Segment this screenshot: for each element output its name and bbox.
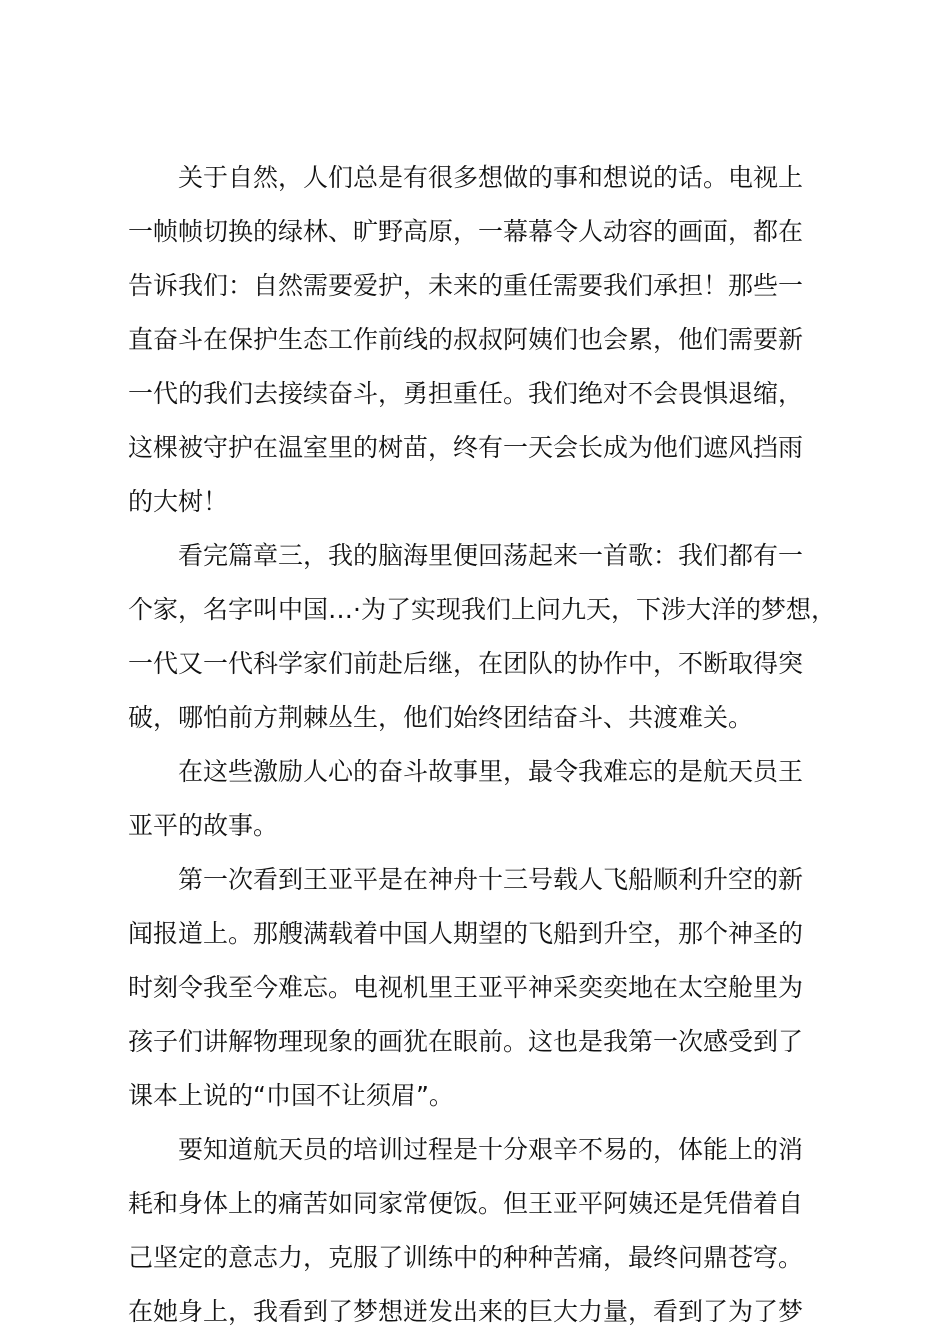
text-line: 破，哪怕前方荆棘丛生，他们始终团结奋斗、共渡难关。: [128, 703, 754, 732]
text-line: 一帧帧切换的绿林、旷野高原，一幕幕令人动容的画面，都在: [128, 217, 804, 246]
text-line: 个家，名字叫中国…·为了实现我们上问九天，下涉大洋的梦想，: [128, 595, 836, 624]
text-line: 这棵被守护在温室里的树苗，终有一天会长成为他们遮风挡雨: [128, 433, 804, 462]
document-body: [128, 151, 840, 1339]
text-line: 在她身上，我看到了梦想迸发出来的巨大力量，看到了为了梦: [128, 1297, 804, 1326]
paragraph-first-sight: [128, 853, 840, 1123]
text-line: 告诉我们：自然需要爱护，未来的重任需要我们承担！那些一: [128, 271, 804, 300]
paragraph-astronaut-training: [128, 1123, 840, 1339]
text-line: 一代的我们去接续奋斗，勇担重任。我们绝对不会畏惧退缩，: [128, 379, 804, 408]
text-line: 一代又一代科学家们前赴后继，在团队的协作中，不断取得突: [128, 649, 804, 678]
paragraph-memorable-story: [128, 745, 840, 853]
text-line: 课本上说的“巾国不让须眉”。: [128, 1081, 454, 1110]
text-line: 时刻令我至今难忘。电视机里王亚平神采奕奕地在太空舱里为: [128, 973, 804, 1002]
text-line: 耗和身体上的痛苦如同家常便饭。但王亚平阿姨还是凭借着自: [128, 1189, 804, 1218]
paragraph-nature: [128, 151, 840, 529]
text-line: 闻报道上。那艘满载着中国人期望的飞船到升空，那个神圣的: [128, 919, 804, 948]
text-line: 要知道航天员的培训过程是十分艰辛不易的，体能上的消: [178, 1135, 804, 1164]
text-line: 第一次看到王亚平是在神舟十三号载人飞船顺利升空的新: [178, 865, 804, 894]
text-line: 关于自然，人们总是有很多想做的事和想说的话。电视上: [178, 163, 804, 192]
text-line: 的大树！: [128, 487, 229, 516]
paragraph-chapter-three: [128, 529, 840, 745]
text-line: 亚平的故事。: [128, 811, 279, 840]
text-line: 看完篇章三，我的脑海里便回荡起来一首歌：我们都有一: [178, 541, 804, 570]
text-line: 己坚定的意志力，克服了训练中的种种苦痛，最终问鼎苍穹。: [128, 1243, 804, 1272]
text-line: 直奋斗在保护生态工作前线的叔叔阿姨们也会累，他们需要新: [128, 325, 804, 354]
text-line: 在这些激励人心的奋斗故事里，最令我难忘的是航天员王: [178, 757, 804, 786]
text-line: 孩子们讲解物理现象的画犹在眼前。这也是我第一次感受到了: [128, 1027, 804, 1056]
